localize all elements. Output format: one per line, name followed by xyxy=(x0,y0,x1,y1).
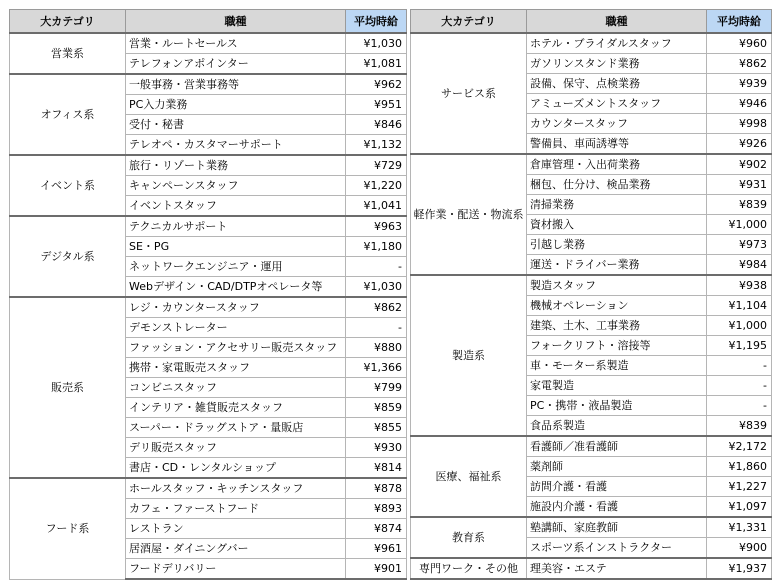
job-cell: 塾講師、家庭教師 xyxy=(527,517,707,538)
job-cell: 警備員、車両誘導等 xyxy=(527,134,707,155)
job-cell: 居酒屋・ダイニングバー xyxy=(126,539,346,559)
table-row xyxy=(411,275,772,296)
wage-rows xyxy=(10,33,407,579)
job-cell: 理美容・エステ xyxy=(527,558,707,579)
wage-cell: ¥1,227 xyxy=(707,477,772,497)
wage-cell: ¥1,860 xyxy=(707,457,772,477)
job-cell: 携帯・家電販売スタッフ xyxy=(126,358,346,378)
job-cell: デモンストレーター xyxy=(126,318,346,338)
wage-cell: ¥859 xyxy=(346,398,407,418)
table-row xyxy=(10,297,407,318)
wage-cell: ¥938 xyxy=(707,275,772,296)
job-cell: PC・携帯・液晶製造 xyxy=(527,396,707,416)
job-cell: 受付・秘書 xyxy=(126,115,346,135)
header-category: 大カテゴリ xyxy=(10,10,126,34)
wage-cell: ¥1,937 xyxy=(707,558,772,579)
job-cell: カフェ・ファーストフード xyxy=(126,499,346,519)
wage-cell: ¥855 xyxy=(346,418,407,438)
job-cell: テクニカルサポート xyxy=(126,216,346,237)
wage-cell: ¥963 xyxy=(346,216,407,237)
wage-cell: ¥839 xyxy=(707,195,772,215)
wage-cell: ¥901 xyxy=(346,559,407,580)
job-cell: 食品系製造 xyxy=(527,416,707,437)
table-row xyxy=(411,517,772,538)
job-cell: 清掃業務 xyxy=(527,195,707,215)
job-cell: フォークリフト・溶接等 xyxy=(527,336,707,356)
wage-cell: ¥880 xyxy=(346,338,407,358)
wage-cell: ¥998 xyxy=(707,114,772,134)
job-cell: デリ販売スタッフ xyxy=(126,438,346,458)
wage-cell: - xyxy=(346,257,407,277)
wage-cell: ¥1,081 xyxy=(346,54,407,75)
wage-cell: ¥900 xyxy=(707,538,772,559)
wage-cell: ¥984 xyxy=(707,255,772,276)
category-cell: 製造系 xyxy=(411,275,527,436)
job-cell: イベントスタッフ xyxy=(126,196,346,217)
job-cell: 梱包、仕分け、検品業務 xyxy=(527,175,707,195)
category-cell: 販売系 xyxy=(10,297,126,478)
wage-cell: ¥1,097 xyxy=(707,497,772,518)
job-cell: ホテル・ブライダルスタッフ xyxy=(527,33,707,54)
wage-cell: ¥862 xyxy=(707,54,772,74)
job-cell: 一般事務・営業事務等 xyxy=(126,74,346,95)
job-cell: スポーツ系インストラクター xyxy=(527,538,707,559)
job-cell: ガソリンスタンド業務 xyxy=(527,54,707,74)
job-cell: テレフォンアポインター xyxy=(126,54,346,75)
wage-table-right xyxy=(410,9,772,580)
wage-table-left xyxy=(9,9,407,580)
job-cell: コンビニスタッフ xyxy=(126,378,346,398)
job-cell: 書店・CD・レンタルショップ xyxy=(126,458,346,479)
category-cell: フード系 xyxy=(10,478,126,579)
job-cell: ファッション・アクセサリー販売スタッフ xyxy=(126,338,346,358)
job-cell: キャンペーンスタッフ xyxy=(126,176,346,196)
wage-cell: ¥846 xyxy=(346,115,407,135)
category-cell: オフィス系 xyxy=(10,74,126,155)
job-cell: 製造スタッフ xyxy=(527,275,707,296)
wage-cell: ¥814 xyxy=(346,458,407,479)
job-cell: 倉庫管理・入出荷業務 xyxy=(527,154,707,175)
table-row xyxy=(10,74,407,95)
wage-cell: ¥1,132 xyxy=(346,135,407,156)
wage-cell: ¥1,220 xyxy=(346,176,407,196)
job-cell: カウンタースタッフ xyxy=(527,114,707,134)
category-cell: デジタル系 xyxy=(10,216,126,297)
job-cell: 旅行・リゾート業務 xyxy=(126,155,346,176)
job-cell: 引越し業務 xyxy=(527,235,707,255)
wage-cell: ¥1,041 xyxy=(346,196,407,217)
category-cell: 教育系 xyxy=(411,517,527,558)
job-cell: レストラン xyxy=(126,519,346,539)
category-cell: イベント系 xyxy=(10,155,126,216)
header-row xyxy=(411,10,772,34)
wage-cell: ¥1,195 xyxy=(707,336,772,356)
job-cell: PC入力業務 xyxy=(126,95,346,115)
job-cell: 家電製造 xyxy=(527,376,707,396)
table-row xyxy=(411,154,772,175)
category-cell: 専門ワーク・その他 xyxy=(411,558,527,579)
wage-rows xyxy=(411,33,772,579)
wage-cell: ¥1,331 xyxy=(707,517,772,538)
job-cell: アミューズメントスタッフ xyxy=(527,94,707,114)
wage-cell: ¥893 xyxy=(346,499,407,519)
wage-cell: ¥1,366 xyxy=(346,358,407,378)
category-cell: 医療、福祉系 xyxy=(411,436,527,517)
job-cell: 看護師／准看護師 xyxy=(527,436,707,457)
job-cell: レジ・カウンタースタッフ xyxy=(126,297,346,318)
job-cell: ホールスタッフ・キッチンスタッフ xyxy=(126,478,346,499)
wage-cell: ¥799 xyxy=(346,378,407,398)
wage-cell: ¥930 xyxy=(346,438,407,458)
job-cell: 運送・ドライバー業務 xyxy=(527,255,707,276)
header-average: 平均時給 xyxy=(707,10,772,34)
table-row xyxy=(10,155,407,176)
header-category: 大カテゴリ xyxy=(411,10,527,34)
job-cell: 車・モーター系製造 xyxy=(527,356,707,376)
header-average: 平均時給 xyxy=(346,10,407,34)
wage-cell: ¥1,030 xyxy=(346,33,407,54)
table-row xyxy=(10,216,407,237)
wage-cell: ¥926 xyxy=(707,134,772,155)
job-cell: SE・PG xyxy=(126,237,346,257)
wage-cell: - xyxy=(346,318,407,338)
wage-cell: - xyxy=(707,376,772,396)
job-cell: インテリア・雑貨販売スタッフ xyxy=(126,398,346,418)
job-cell: 営業・ルートセールス xyxy=(126,33,346,54)
wage-cell: ¥878 xyxy=(346,478,407,499)
job-cell: 設備、保守、点検業務 xyxy=(527,74,707,94)
wage-cell: ¥2,172 xyxy=(707,436,772,457)
job-cell: Webデザイン・CAD/DTPオペレータ等 xyxy=(126,277,346,298)
wage-cell: ¥1,000 xyxy=(707,215,772,235)
wage-cell: ¥962 xyxy=(346,74,407,95)
wage-cell: ¥1,180 xyxy=(346,237,407,257)
wage-cell: ¥960 xyxy=(707,33,772,54)
header-job: 職種 xyxy=(126,10,346,34)
wage-cell: ¥902 xyxy=(707,154,772,175)
table-row xyxy=(10,33,407,54)
category-cell: 営業系 xyxy=(10,33,126,74)
wage-cell: ¥1,030 xyxy=(346,277,407,298)
table-row xyxy=(411,558,772,579)
wage-cell: ¥931 xyxy=(707,175,772,195)
wage-cell: - xyxy=(707,396,772,416)
wage-cell: ¥961 xyxy=(346,539,407,559)
wage-cell: ¥729 xyxy=(346,155,407,176)
job-cell: スーパー・ドラッグストア・量販店 xyxy=(126,418,346,438)
job-cell: 訪問介護・看護 xyxy=(527,477,707,497)
table-row xyxy=(411,436,772,457)
job-cell: 機械オペレーション xyxy=(527,296,707,316)
wage-cell: ¥1,104 xyxy=(707,296,772,316)
wage-cell: - xyxy=(707,356,772,376)
table-row xyxy=(10,478,407,499)
wage-cell: ¥874 xyxy=(346,519,407,539)
job-cell: フードデリバリー xyxy=(126,559,346,580)
header-row xyxy=(10,10,407,34)
wage-cell: ¥939 xyxy=(707,74,772,94)
wage-cell: ¥951 xyxy=(346,95,407,115)
job-cell: 施設内介護・看護 xyxy=(527,497,707,518)
wage-cell: ¥862 xyxy=(346,297,407,318)
table-row xyxy=(411,33,772,54)
header-job: 職種 xyxy=(527,10,707,34)
wage-cell: ¥1,000 xyxy=(707,316,772,336)
job-cell: ネットワークエンジニア・運用 xyxy=(126,257,346,277)
category-cell: 軽作業・配送・物流系 xyxy=(411,154,527,275)
category-cell: サービス系 xyxy=(411,33,527,154)
wage-cell: ¥973 xyxy=(707,235,772,255)
wage-cell: ¥839 xyxy=(707,416,772,437)
job-cell: 建築、土木、工事業務 xyxy=(527,316,707,336)
job-cell: 薬剤師 xyxy=(527,457,707,477)
wage-cell: ¥946 xyxy=(707,94,772,114)
job-cell: 資材搬入 xyxy=(527,215,707,235)
job-cell: テレオペ・カスタマーサポート xyxy=(126,135,346,156)
